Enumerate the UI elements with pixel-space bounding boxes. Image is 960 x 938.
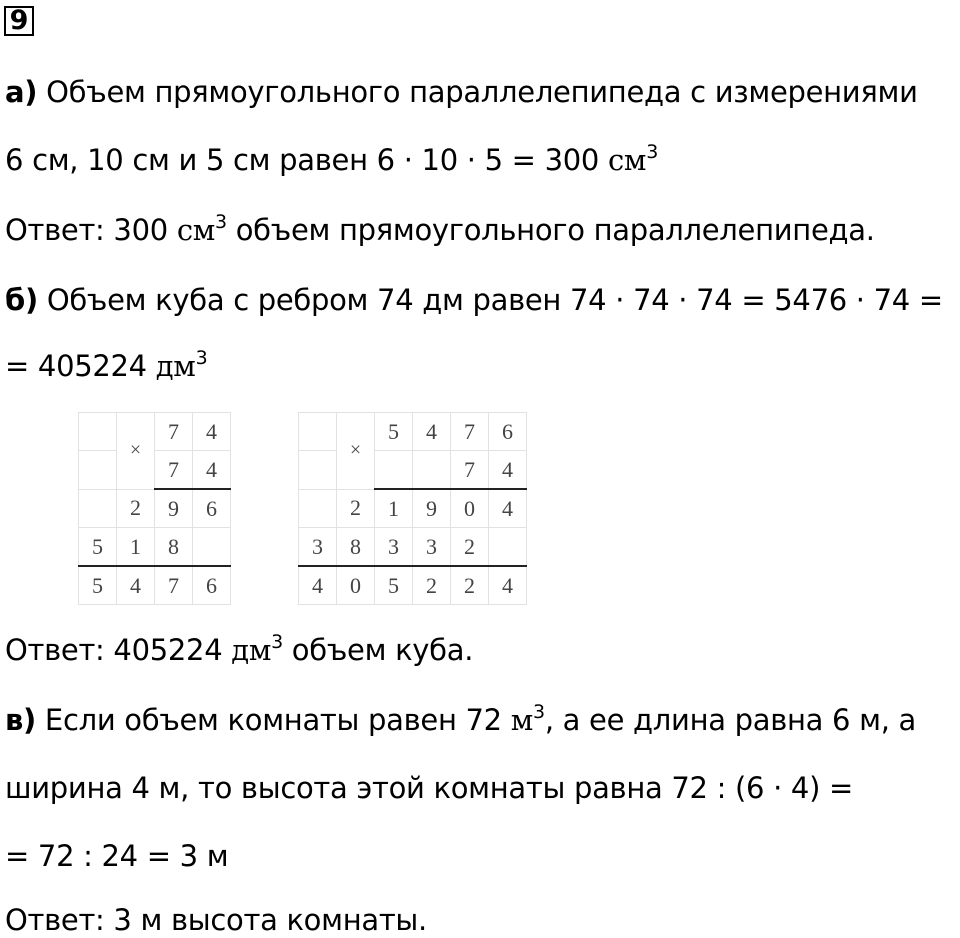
- grid2-cell: 2: [451, 566, 489, 605]
- part-a-exponent: 3: [646, 141, 658, 163]
- grid2-cell: [299, 413, 337, 451]
- grid2-cell: 2: [337, 489, 375, 528]
- grid2-row-4: [299, 528, 527, 567]
- part-b-exponent: 3: [195, 347, 208, 369]
- grid2-row-1: [299, 413, 527, 451]
- grid1-cell: [79, 413, 117, 451]
- grid2-row-5: [299, 566, 527, 605]
- grid1-cell: 1: [117, 528, 155, 567]
- part-b-answer-exponent: 3: [271, 631, 283, 653]
- grid1-cell: [79, 489, 117, 528]
- grid2-cell: 7: [451, 451, 489, 490]
- part-a-label: а): [5, 75, 38, 109]
- grid1-cell: 2: [117, 489, 155, 528]
- part-a-answer-unit: см: [176, 213, 216, 247]
- multiply-sign: ×: [337, 413, 375, 490]
- part-b-text: Объем куба с ребром 74 дм равен 74 · 74 · 74 = 5476 · 74 =: [37, 283, 943, 317]
- part-a-answer: [5, 212, 875, 248]
- part-a-unit: см: [607, 143, 647, 177]
- task-number: 9: [4, 6, 34, 36]
- grid2-cell: [489, 528, 527, 567]
- grid1-cell: 8: [155, 528, 193, 567]
- grid1-cell: 7: [155, 566, 193, 605]
- grid1-cell: [79, 451, 117, 490]
- grid1-cell: 5: [79, 566, 117, 605]
- grid2-cell: 9: [413, 489, 451, 528]
- grid2-cell: 0: [337, 566, 375, 605]
- grid2-row-2: [299, 451, 527, 490]
- part-c-line-2: ширина 4 м, то высота этой комнаты равна 72 : (6 · 4) =: [5, 771, 854, 805]
- grid1-cell: 4: [193, 451, 231, 490]
- grid2-cell: 3: [375, 528, 413, 567]
- grid2-cell: [299, 451, 337, 490]
- part-c-exponent: 3: [533, 701, 545, 723]
- part-c-answer: Ответ: 3 м высота комнаты.: [5, 903, 427, 937]
- grid1-row-4: [79, 528, 231, 567]
- part-c-line-1: [5, 702, 916, 738]
- grid1-cell: 4: [193, 413, 231, 451]
- part-c-label: в): [5, 703, 37, 737]
- part-a-line-1: [5, 74, 918, 110]
- grid2-row-3: [299, 489, 527, 528]
- part-b-answer-prefix: Ответ: 405224: [5, 633, 232, 667]
- part-a-answer-prefix: Ответ: 300: [5, 213, 177, 247]
- grid1-row-5: [79, 566, 231, 605]
- multiplication-grid-74x74: [78, 412, 231, 605]
- grid2-cell: 4: [489, 566, 527, 605]
- part-b-unit: дм: [155, 349, 196, 383]
- grid2-cell: 2: [413, 566, 451, 605]
- part-b-answer-unit: дм: [231, 633, 272, 667]
- grid2-cell: 6: [489, 413, 527, 451]
- part-a-formula: 6 см, 10 см и 5 см равен 6 · 10 · 5 = 300: [5, 143, 608, 177]
- part-b-answer: [5, 632, 473, 668]
- grid2-cell: 2: [451, 528, 489, 567]
- grid1-cell: 5: [79, 528, 117, 567]
- grid2-cell: 7: [451, 413, 489, 451]
- grid1-cell: 4: [117, 566, 155, 605]
- part-a-text: Объем прямоугольного параллелепипеда с измерениями: [37, 75, 918, 109]
- grid1-cell: 7: [155, 413, 193, 451]
- grid1-row-2: [79, 451, 231, 490]
- grid2-cell: 1: [375, 489, 413, 528]
- grid1-cell: 9: [155, 489, 193, 528]
- multiplication-grid-5476x74: [298, 412, 527, 605]
- grid2-cell: 5: [375, 566, 413, 605]
- grid2-cell: 8: [337, 528, 375, 567]
- grid1-cell: 7: [155, 451, 193, 490]
- grid2-cell: 4: [489, 489, 527, 528]
- part-b-label: б): [5, 283, 38, 317]
- grid2-cell: 4: [299, 566, 337, 605]
- grid1-cell: [193, 528, 231, 567]
- part-b-line-1: [5, 282, 943, 318]
- part-c-text-prefix: Если объем комнаты равен 72: [36, 703, 511, 737]
- grid1-row-3: [79, 489, 231, 528]
- part-b-result: = 405224: [5, 349, 156, 383]
- part-c-text-suffix: , а ее длина равна 6 м, а: [544, 703, 916, 737]
- grid2-cell: 3: [413, 528, 451, 567]
- grid1-row-1: [79, 413, 231, 451]
- grid2-cell: [299, 489, 337, 528]
- grid2-cell: [413, 451, 451, 490]
- grid2-cell: 4: [413, 413, 451, 451]
- part-a-line-2: [5, 142, 658, 178]
- grid2-cell: 4: [489, 451, 527, 490]
- part-a-answer-exponent: 3: [215, 211, 227, 233]
- grid1-cell: 6: [193, 489, 231, 528]
- part-b-line-2: [5, 348, 207, 384]
- grid1-cell: 6: [193, 566, 231, 605]
- part-b-answer-suffix: объем куба.: [282, 633, 474, 667]
- part-c-line-3: = 72 : 24 = 3 м: [5, 839, 229, 873]
- part-c-unit: м: [510, 703, 534, 737]
- grid2-cell: 5: [375, 413, 413, 451]
- grid2-cell: 3: [299, 528, 337, 567]
- multiply-sign: ×: [117, 413, 155, 490]
- grid2-cell: [375, 451, 413, 490]
- grid2-cell: 0: [451, 489, 489, 528]
- part-a-answer-suffix: объем прямоугольного параллелепипеда.: [226, 213, 875, 247]
